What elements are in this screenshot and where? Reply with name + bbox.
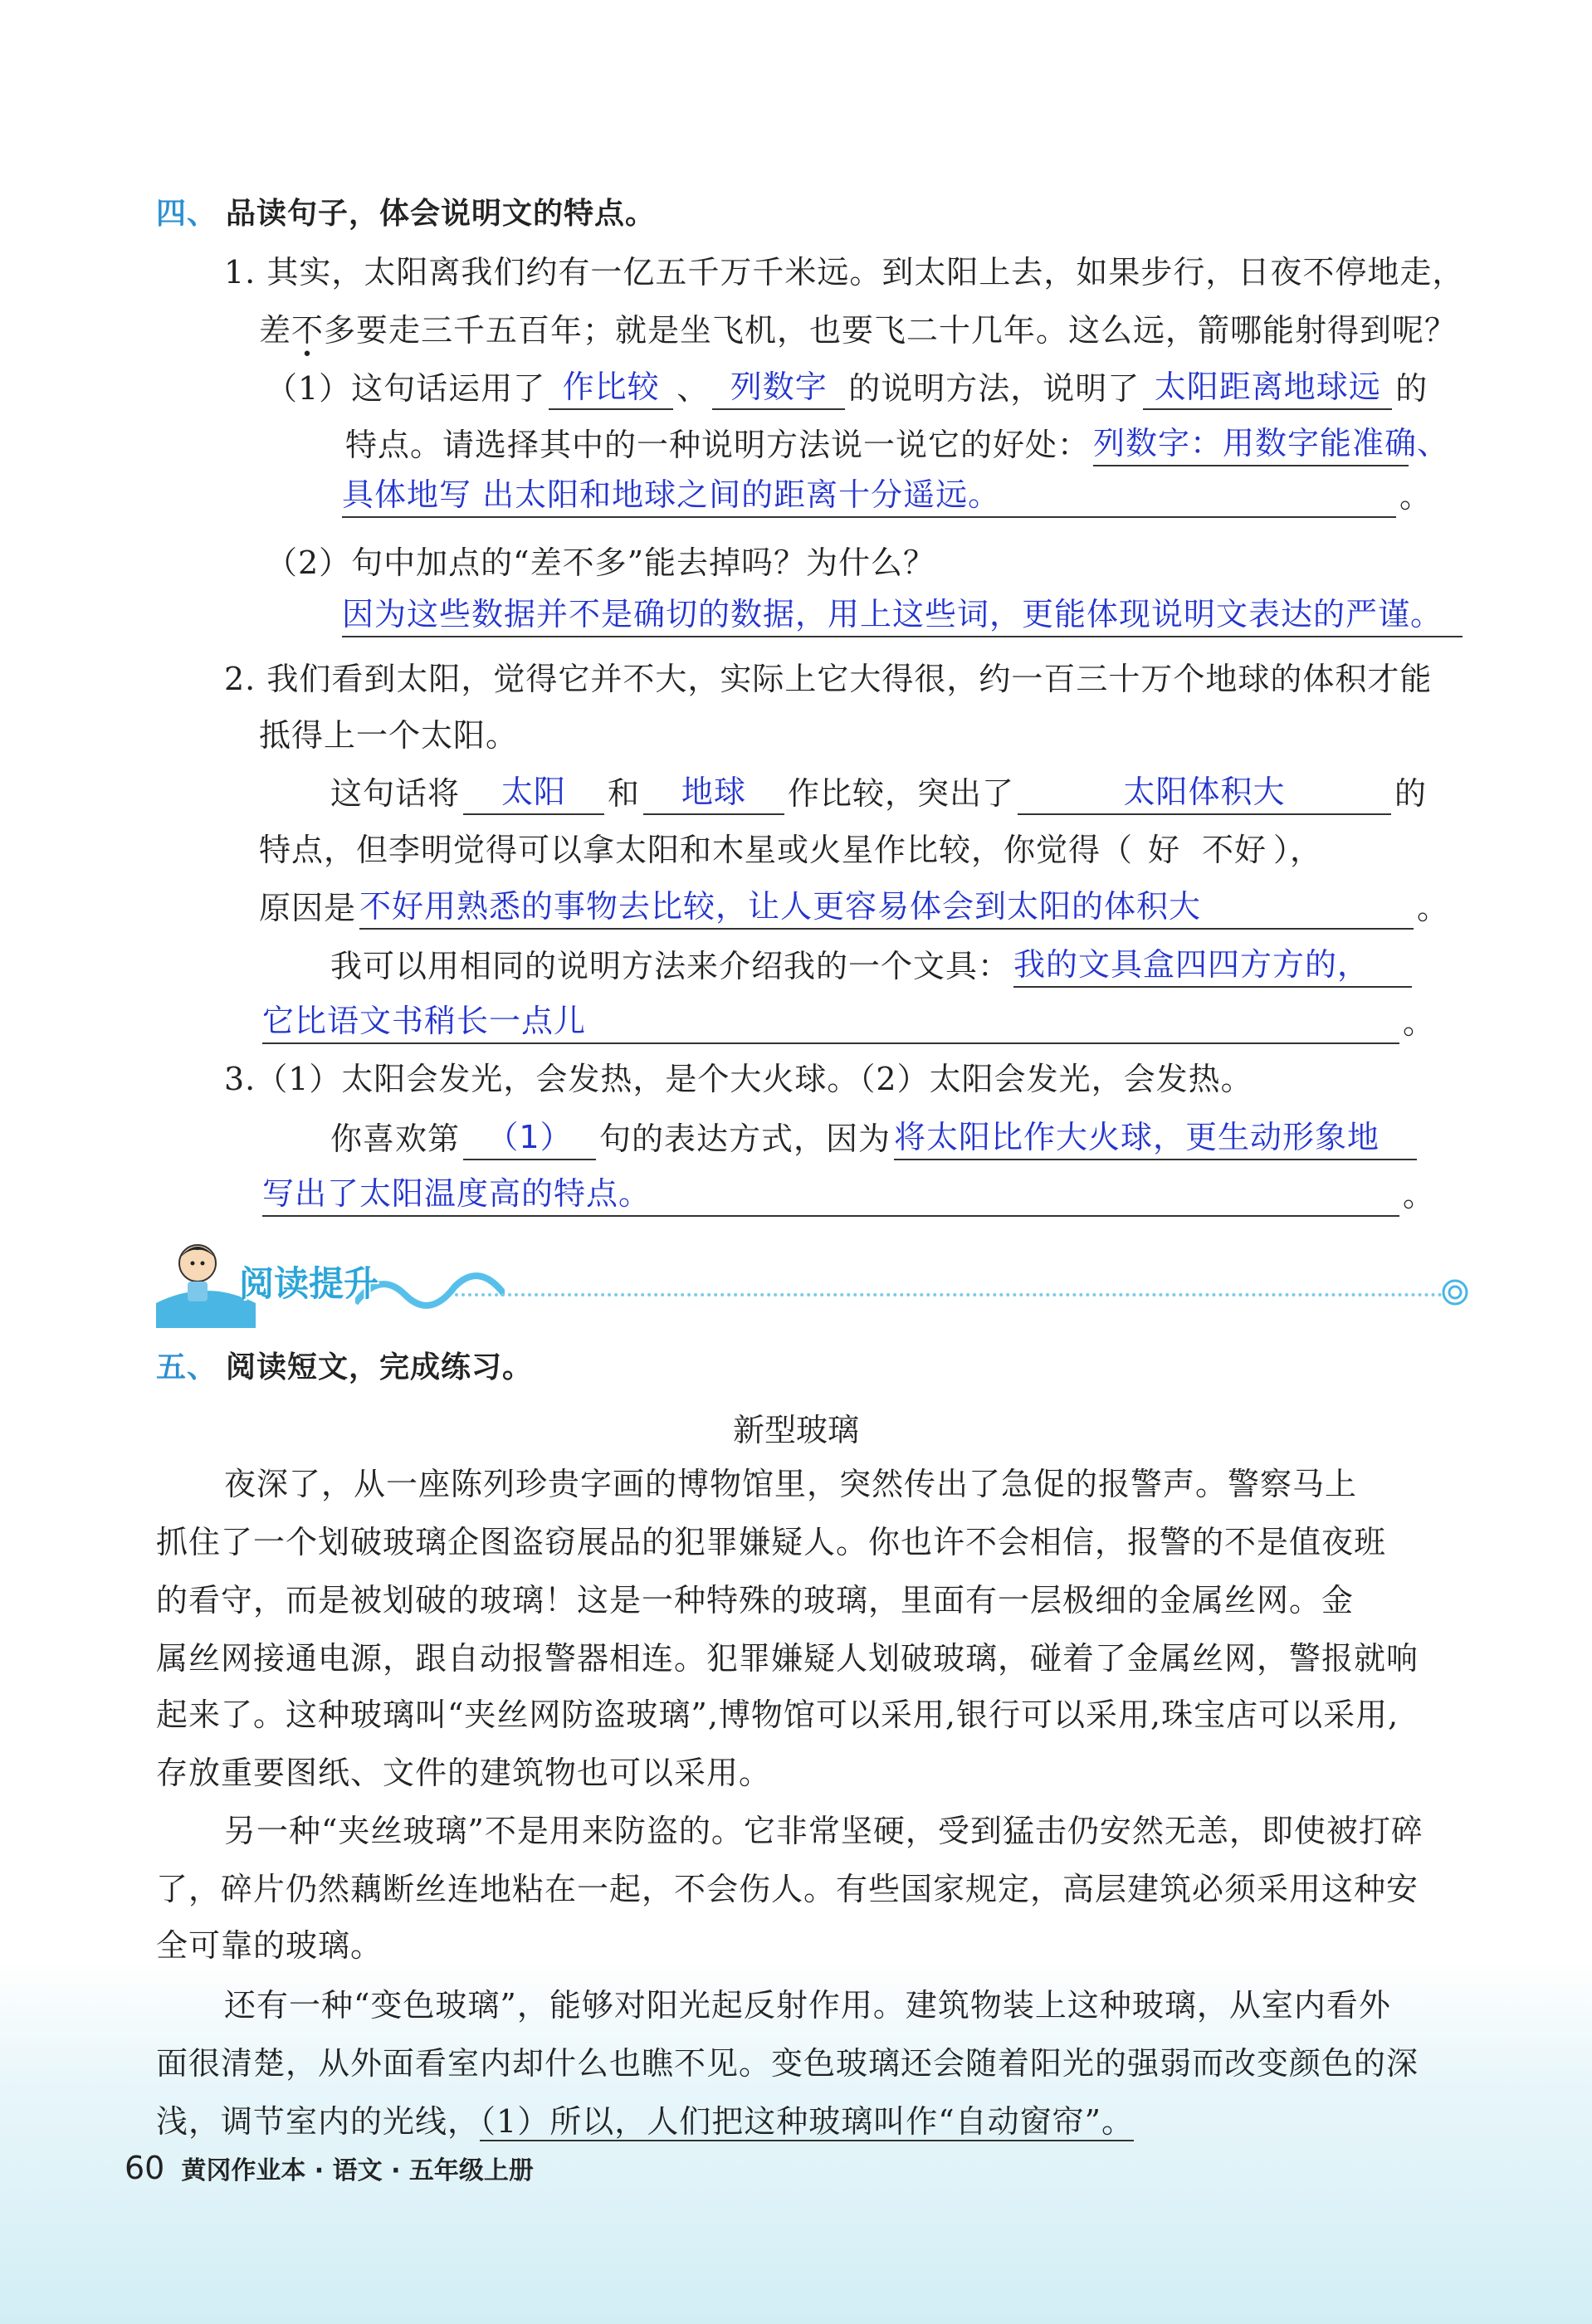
q2-l4-text: 特点，但李明觉得可以拿太阳和木星或火星作比较，你觉得（ [259, 832, 1134, 868]
para3-last-a: 浅，调节室内的光线， [156, 2103, 481, 2140]
q2-line6 [330, 943, 1415, 988]
answer-method-2: 列数字 [730, 369, 828, 405]
answer-earth: 地球 [681, 774, 747, 810]
q1-part2-question: （2）句中加点的“差不多”能去掉吗？为什么？ [266, 544, 936, 581]
dotted-word: 差不多 [259, 312, 357, 349]
blank-compare-1[interactable] [463, 770, 604, 815]
blank-benefit-a[interactable] [1093, 422, 1450, 466]
q2-l6-prefix: 我可以用相同的说明方法来介绍我的一个文具： [330, 948, 1011, 984]
answer-expression-b: 写出了太阳温度高的特点。 [262, 1175, 652, 1212]
blank-method-2[interactable] [712, 365, 845, 410]
para1-line: 抓住了一个划破玻璃企图盗窃展品的犯罪嫌疑人。你也许不会相信，报警的不是值夜班 [156, 1524, 1387, 1560]
answer-cause: 不好用熟悉的事物去比较，让人更容易体会到太阳的体积大 [359, 888, 1202, 925]
para2-line: 另一种“夹丝玻璃”不是用来防盗的。它非常坚硬，受到猛击仍安然无恙，即使被打碎 [224, 1813, 1424, 1849]
blank-expression-b[interactable] [262, 1172, 1399, 1217]
period: 。 [1399, 478, 1433, 515]
blank-method-1[interactable] [549, 365, 673, 410]
q1-p1-mid: 的说明方法，说明了 [848, 370, 1140, 407]
answer-volume: 太阳体积大 [1123, 774, 1286, 810]
answer-expression-a: 将太阳比作大火球，更生动形象地 [894, 1119, 1380, 1155]
q1-part2-answer-line [339, 593, 1466, 637]
spiral-icon [1441, 1278, 1469, 1306]
period: 。 [1403, 1177, 1436, 1213]
q3-l2-b: 句的表达方式，因为 [599, 1120, 891, 1157]
blank-reason[interactable] [342, 593, 1463, 637]
q1-part1-line2 [345, 422, 1450, 466]
q2-text-line1: 2. 我们看到太阳，觉得它并不大，实际上它大得很，约一百三十万个地球的体积才能 [224, 661, 1433, 697]
choice-good[interactable]: 好 [1148, 832, 1181, 868]
para1-line: 属丝网接通电源，跟自动报警器相连。犯罪嫌疑人划破玻璃，碰着了金属丝网，警报就响 [156, 1640, 1419, 1677]
answer-benefit-b: 具体地写 出太阳和地球之间的距离十分遥远。 [342, 476, 1001, 513]
q2-l3-d: 的 [1394, 775, 1428, 812]
q1-part1-line3 [339, 473, 1432, 518]
blank-choice[interactable] [463, 1116, 596, 1160]
q1-p1-suffix: 的 [1395, 370, 1428, 407]
page-footer [125, 2150, 534, 2186]
q2-text-line2: 抵得上一个太阳。 [259, 717, 519, 754]
blank-compare-2[interactable] [643, 770, 784, 815]
q2-l3-a: 这句话将 [330, 775, 461, 812]
q2-l4-end: ）， [1273, 832, 1323, 868]
blank-benefit-b[interactable] [342, 473, 1396, 518]
book-title: 黄冈作业本 · 语文 · 五年级上册 [181, 2156, 534, 2185]
para2-line: 全可靠的玻璃。 [156, 1927, 383, 1964]
blank-stationery-a[interactable] [1013, 943, 1412, 988]
blank-cause[interactable] [359, 885, 1414, 930]
answer-choice: （1） [486, 1119, 573, 1155]
q3-line3 [259, 1172, 1435, 1217]
q3-line2 [330, 1116, 1420, 1160]
para3-line [156, 2100, 1134, 2143]
para3-line: 面很清楚，从外面看室内却什么也瞧不见。变色玻璃还会随着阳光的强弱而改变颜色的深 [156, 2045, 1419, 2082]
q1-p1-sep: 、 [676, 370, 710, 407]
section-4-title: 品读句子，体会说明文的特点。 [226, 197, 657, 231]
para1-line: 夜深了，从一座陈列珍贵字画的博物馆里，突然传出了急促的报警声。警察马上 [224, 1466, 1358, 1502]
q2-l3-c: 作比较，突出了 [788, 775, 1015, 812]
answer-benefit-a: 列数字：用数字能准确、 [1093, 425, 1450, 461]
q3-text-line1: 3.（1）太阳会发光，会发热，是个大火球。（2）太阳会发光，会发热。 [224, 1061, 1253, 1097]
q2-line4 [259, 828, 1322, 872]
underlined-sentence-1: （1）所以，人们把这种玻璃叫作“自动窗帘”。 [480, 2103, 1135, 2140]
choice-not-good[interactable]: 不好 [1202, 832, 1267, 868]
blank-stationery-b[interactable] [262, 999, 1399, 1044]
q2-l3-b: 和 [608, 775, 641, 812]
q2-line5 [259, 885, 1449, 930]
q2-l5-prefix: 原因是 [259, 890, 357, 926]
answer-stationery-a: 我的文具盒四四方方的， [1013, 946, 1370, 983]
blank-feature[interactable] [1143, 365, 1392, 410]
section-5-title: 阅读短文，完成练习。 [226, 1350, 534, 1384]
period: 。 [1417, 890, 1450, 926]
answer-method-1: 作比较 [562, 369, 660, 405]
para1-line: 的看守，而是被划破的玻璃！这是一种特殊的玻璃，里面有一层极细的金属丝网。金 [156, 1582, 1355, 1618]
q1-part1-line1 [266, 365, 1428, 410]
answer-reason: 因为这些数据并不是确切的数据，用上这些词，更能体现说明文表达的严谨。 [342, 596, 1443, 632]
section-5-number: 五、 [156, 1350, 218, 1384]
period: 。 [1403, 1004, 1436, 1041]
q1-p1-prefix: （1）这句话运用了 [266, 370, 546, 407]
reading-banner [156, 1228, 1467, 1328]
para1-line: 存放重要图纸、文件的建筑物也可以采用。 [156, 1755, 772, 1791]
q1-text-line2 [259, 309, 1457, 352]
answer-feature: 太阳距离地球远 [1154, 369, 1381, 405]
passage-title: 新型玻璃 [732, 1412, 859, 1448]
blank-expression-a[interactable] [894, 1116, 1417, 1160]
banner-title: 阅读提升 [239, 1263, 379, 1304]
para3-line: 还有一种“变色玻璃”，能够对阳光起反射作用。建筑物装上这种玻璃，从室内看外 [224, 1987, 1391, 2024]
section-4-number: 四、 [156, 197, 218, 231]
para1-line: 起来了。这种玻璃叫“夹丝网防盗玻璃”,博物馆可以采用,银行可以采用,珠宝店可以采用, [156, 1697, 1399, 1733]
q2-line7 [259, 999, 1435, 1044]
q1-text-line2-rest: 要走三千五百年；就是坐飞机，也要飞二十几年。这么远，箭哪能射得到呢？ [356, 312, 1458, 349]
section-4-heading [156, 193, 656, 236]
q1-text-line1: 1. 其实，太阳离我们约有一亿五千万千米远。到太阳上去，如果步行，日夜不停地走， [224, 254, 1465, 290]
q1-p1-line2-text: 特点。请选择其中的一种说明方法说一说它的好处： [345, 427, 1091, 463]
para2-line: 了，碎片仍然藕断丝连地粘在一起，不会伤人。有些国家规定，高层建筑必须采用这种安 [156, 1871, 1419, 1907]
banner-divider [455, 1293, 1443, 1296]
page-number: 60 [125, 2150, 165, 2186]
q3-l2-a: 你喜欢第 [330, 1120, 461, 1157]
blank-highlight[interactable] [1018, 770, 1391, 815]
q2-line3 [330, 770, 1427, 815]
section-5-heading [156, 1346, 533, 1389]
answer-sun: 太阳 [501, 774, 567, 810]
answer-stationery-b: 它比语文书稍长一点儿 [262, 1003, 587, 1039]
